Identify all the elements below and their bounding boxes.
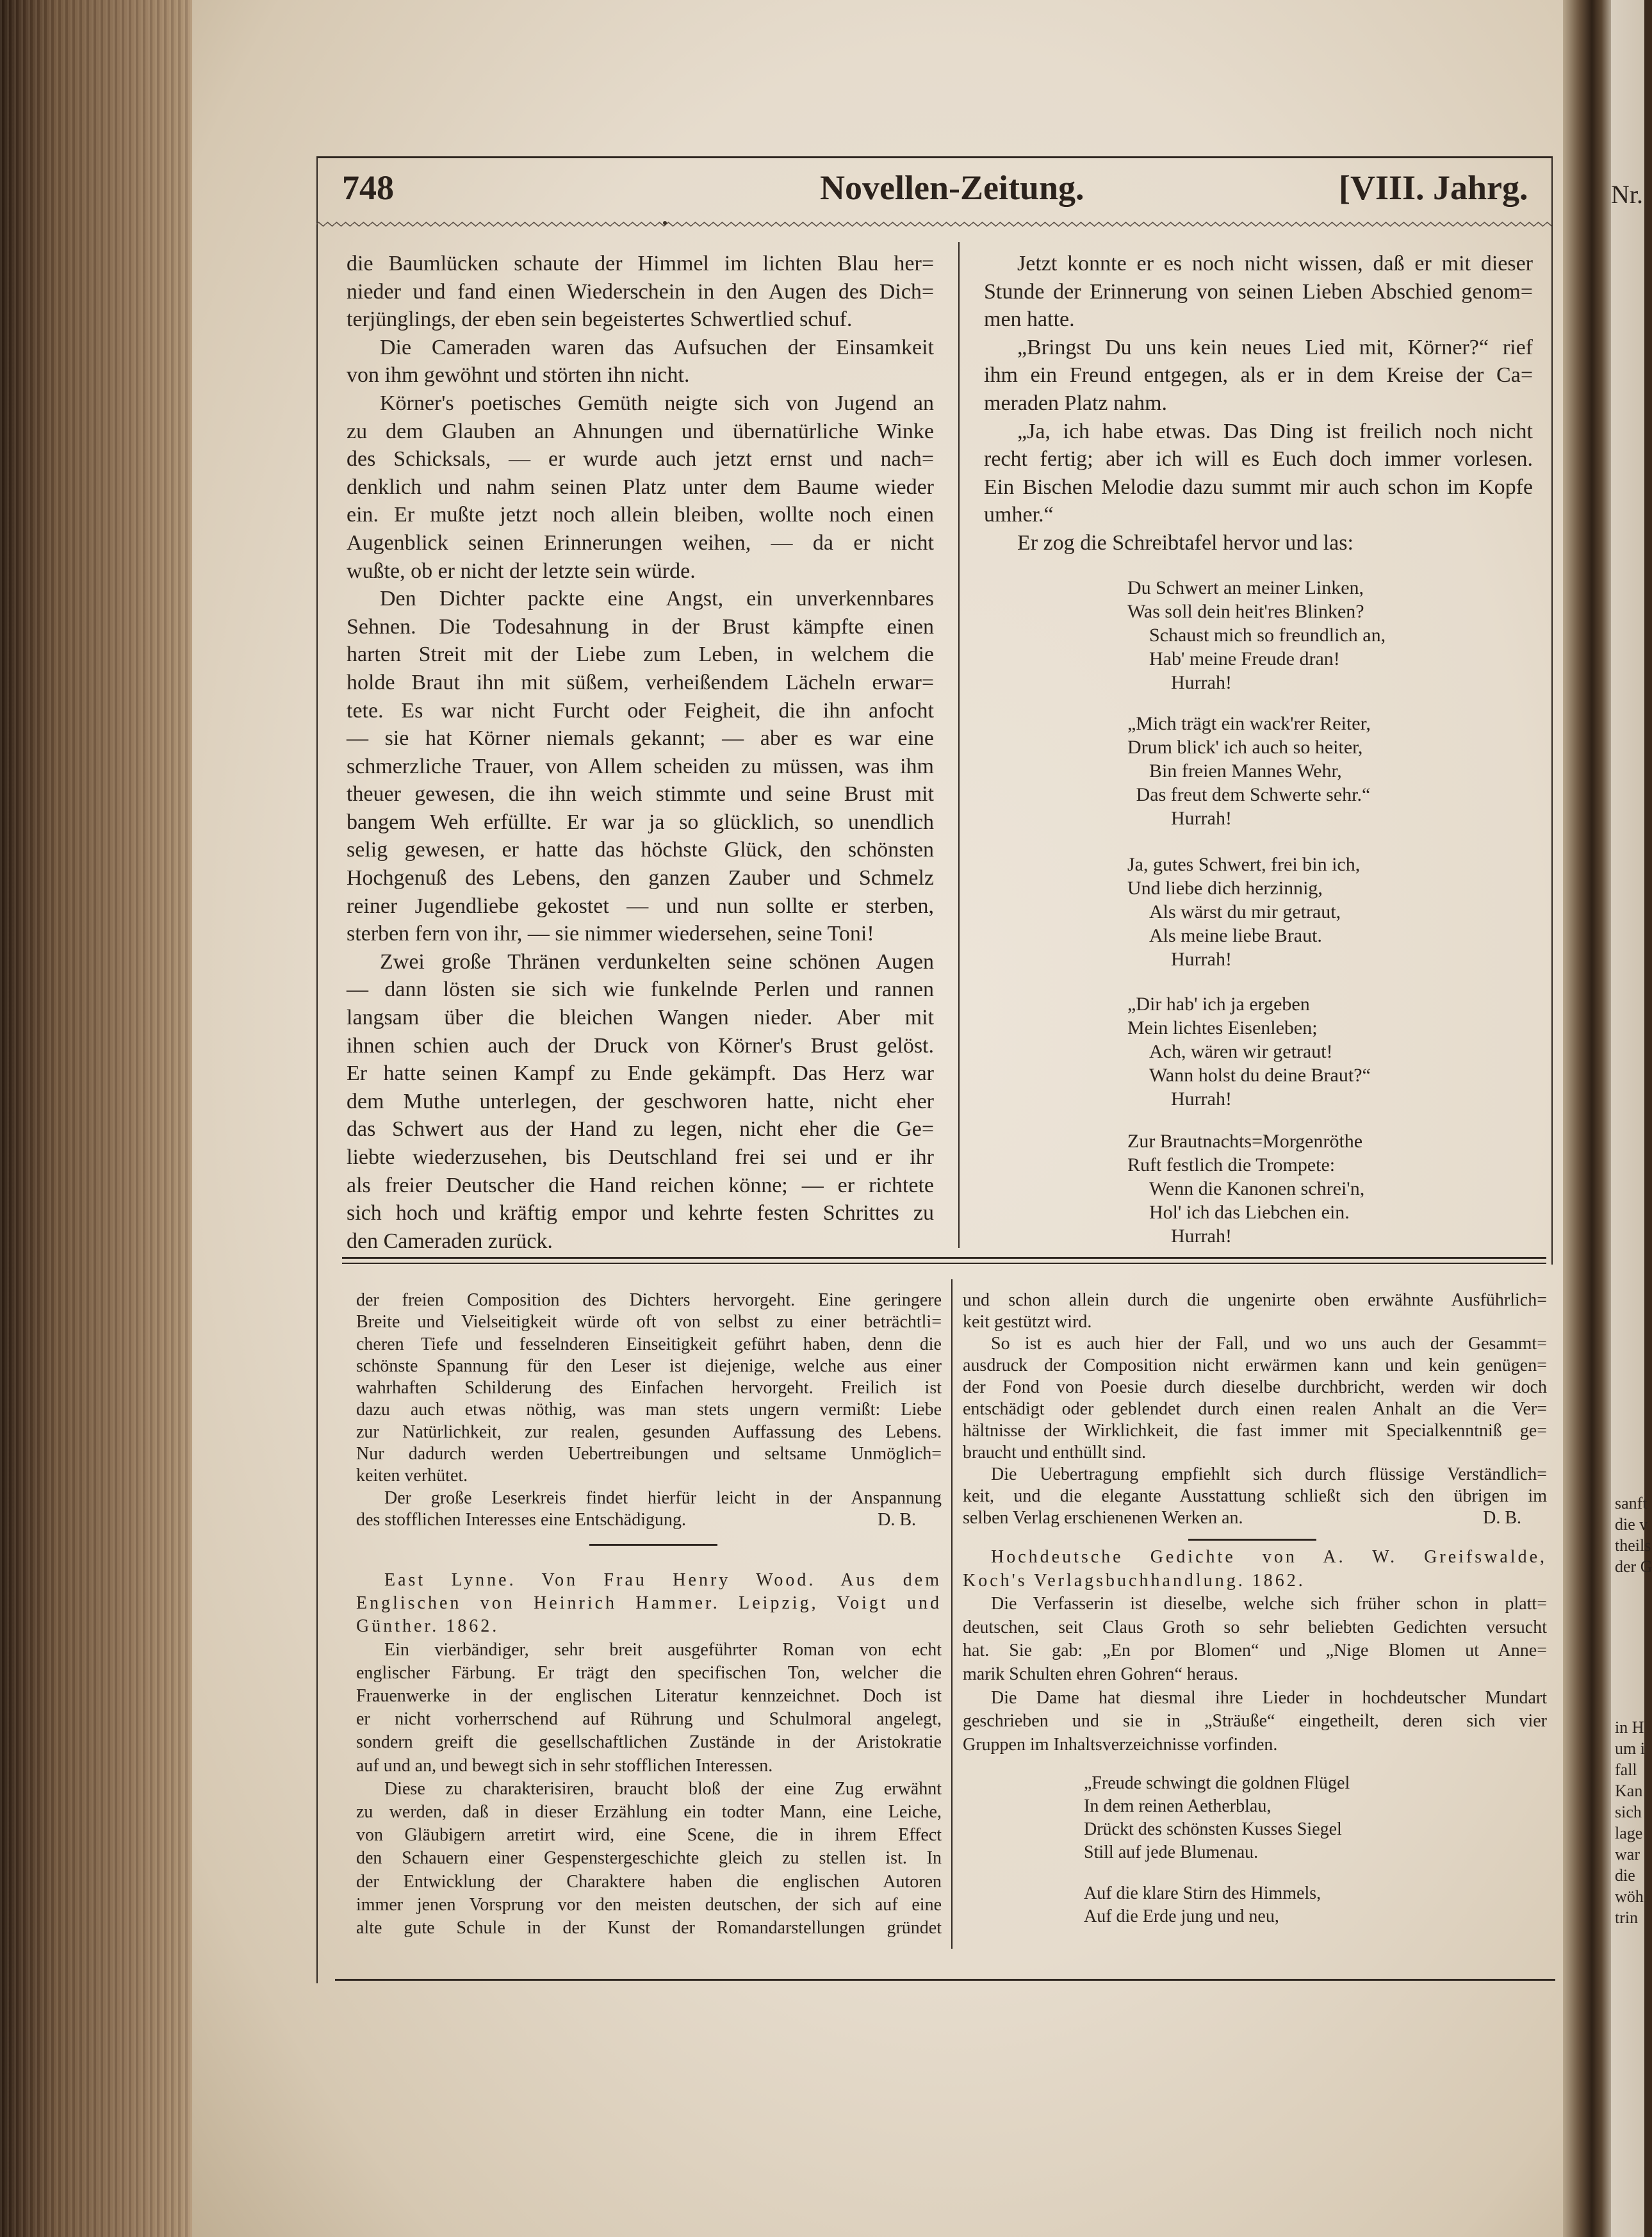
text-line — [347, 920, 934, 948]
poem-stanza — [1084, 1882, 1532, 1928]
review-column-left-part1 — [356, 1290, 942, 1531]
text-line — [963, 1355, 1547, 1377]
facing-page-fragment: war — [1615, 1845, 1640, 1864]
paragraph — [347, 250, 934, 334]
line-text: Günther. 1862. — [356, 1616, 500, 1637]
poem-line: Zur Brautnachts=Morgenröthe — [1127, 1131, 1363, 1152]
bottom-rule — [335, 1979, 1555, 1981]
text-line — [347, 501, 934, 529]
line-text: und schon allein durch die ungenirte oben erwähnte Ausführlich= — [963, 1290, 1547, 1310]
text-line — [347, 836, 934, 864]
poem-line: Als wärst du mir getraut, — [1149, 901, 1341, 922]
text-line — [347, 389, 934, 418]
line-text: Diese zu charakterisiren, braucht bloß der eine Zug erwähnt — [384, 1778, 942, 1799]
text-line — [984, 445, 1533, 473]
line-text: Die Cameraden waren das Aufsuchen der Einsamkeit — [380, 335, 934, 359]
line-text: Die Verfasserin ist dieselbe, welche sich früher schon in platt= — [991, 1594, 1547, 1614]
line-text: keit gestützt wird. — [963, 1312, 1092, 1332]
poem-line: Hurrah! — [1171, 808, 1232, 829]
text-line — [963, 1593, 1547, 1616]
text-line — [347, 725, 934, 753]
text-line — [347, 585, 934, 613]
line-text: Augenblick seinen Erinnerungen weihen, — da er nicht — [347, 530, 934, 555]
line-text: — sie hat Körner niemals gekannt; — aber es war eine — [347, 726, 934, 751]
text-line — [347, 361, 934, 389]
volume-label: [VIII. Jahrg. — [1339, 168, 1528, 207]
text-line — [347, 948, 934, 976]
text-line — [356, 1708, 942, 1731]
text-line — [347, 641, 934, 669]
section-double-rule-1 — [342, 1257, 1546, 1259]
poem-line: Wenn die Kanonen schrei'n, — [1149, 1178, 1365, 1199]
line-text: So ist es auch hier der Fall, und wo uns auch der Gesammt= — [991, 1334, 1547, 1354]
line-text: liebte wiederzusehen, bis Deutschland frei sei und er ihr — [347, 1145, 934, 1169]
text-line — [356, 1465, 942, 1487]
line-text: Nur dadurch werden Uebertreibungen und seltsame Unmöglich= — [356, 1444, 942, 1464]
line-text: keit, und die elegante Ausstattung schließt sich den übrigen im — [963, 1486, 1547, 1506]
facing-page-fragment: die v — [1615, 1515, 1648, 1534]
line-text: zu werden, daß in dieser Erzählung ein todter Mann, eine Leiche, — [356, 1802, 942, 1823]
line-text: langsam über die bleichen Wangen nieder. Aber mit — [347, 1006, 934, 1030]
line-text: Ein vierbändiger, sehr breit ausgeführter Roman von echt — [384, 1639, 942, 1660]
text-line — [356, 1755, 942, 1778]
line-text: auf und an, und bewegt sich in sehr stofflichen Interessen. — [356, 1755, 773, 1776]
text-line — [356, 1824, 942, 1847]
facing-page-fragment: um i — [1615, 1739, 1645, 1758]
line-text: ausdruck der Composition nicht erwärmen kann und kein genügen= — [963, 1356, 1547, 1375]
line-text: tete. Es war nicht Furcht oder Feigheit, die ihn anfocht — [347, 698, 934, 723]
bottom-column-divider — [951, 1279, 953, 1949]
poem-line: Drückt des schönsten Kusses Siegel — [1084, 1819, 1342, 1839]
text-line — [984, 501, 1533, 529]
frame-left-line — [316, 156, 318, 1983]
text-line — [984, 306, 1533, 334]
text-line — [356, 1871, 942, 1894]
text-line — [963, 1377, 1547, 1398]
top-column-divider — [958, 242, 960, 1248]
line-text: selben Verlag erschienenen Werken an. — [963, 1508, 1243, 1528]
text-line — [347, 557, 934, 586]
journal-title: Novellen-Zeitung. — [820, 168, 1084, 207]
text-line — [984, 250, 1533, 278]
line-text: der freien Composition des Dichters hervorgeht. Eine geringere — [356, 1290, 942, 1310]
poem-line: „Freude schwingt die goldnen Flügel — [1084, 1773, 1350, 1793]
poem-line: Was soll dein heit'res Blinken? — [1127, 601, 1364, 622]
poem-line: „Dir hab' ich ja ergeben — [1127, 994, 1310, 1015]
text-line — [356, 1685, 942, 1708]
poem-line: Ruft festlich die Trompete: — [1127, 1154, 1336, 1176]
text-line — [347, 1088, 934, 1116]
text-line — [356, 1894, 942, 1917]
paragraph — [963, 1546, 1547, 1593]
line-text: wußte, ob er nicht der letzte sein würde. — [347, 559, 696, 583]
line-text: zu dem Glauben an Ahnungen und übernatürliche Winke — [347, 419, 934, 443]
text-line — [356, 1801, 942, 1824]
line-text: das Schwert aus der Hand zu legen, nicht eher die Ge= — [347, 1117, 934, 1142]
poem-line: Ach, wären wir getraut! — [1149, 1041, 1333, 1062]
facing-page-sliver — [1611, 0, 1652, 2237]
poem-line: Mein lichtes Eisenleben; — [1127, 1017, 1318, 1038]
line-text: Der große Leserkreis findet hierfür leicht in der Anspannung — [384, 1487, 942, 1508]
poem-line: Auf die klare Stirn des Himmels, — [1084, 1883, 1321, 1903]
paragraph — [347, 389, 934, 585]
text-line — [347, 1143, 934, 1172]
text-line — [356, 1334, 942, 1356]
line-text: reiner Jugendliebe gekostet — und nun sollte er sterben, — [347, 894, 934, 918]
paragraph — [963, 1290, 1547, 1333]
line-text: denklich und nahm seinen Platz unter dem Baume wieder — [347, 475, 934, 499]
poem-line: Du Schwert an meiner Linken, — [1127, 577, 1364, 598]
text-line — [347, 808, 934, 837]
line-text: sterben fern von ihr, — sie nimmer wiedersehen, seine Toni! — [347, 922, 874, 946]
text-line — [356, 1847, 942, 1870]
text-line — [347, 1115, 934, 1143]
paragraph — [356, 1487, 942, 1532]
text-line — [963, 1616, 1547, 1640]
facing-page-fragment: trin — [1615, 1908, 1639, 1927]
text-line — [356, 1377, 942, 1399]
line-text: men hatte. — [984, 307, 1075, 332]
line-text: Hochgenuß des Lebens, den ganzen Zauber und Schmelz — [347, 866, 934, 890]
wavy-header-divider — [316, 218, 1551, 231]
poem-stanza — [1084, 1772, 1532, 1864]
text-line — [347, 976, 934, 1004]
poem-line: Ja, gutes Schwert, frei bin ich, — [1127, 854, 1361, 875]
poem-stanza — [1127, 992, 1371, 1111]
paragraph — [963, 1593, 1547, 1686]
facing-page-fragment: wöh — [1615, 1887, 1644, 1906]
line-text: — dann lösten sie sich wie funkelnde Perlen und rannen — [347, 978, 934, 1002]
text-line — [347, 1032, 934, 1060]
page-number: 748 — [342, 168, 394, 207]
line-text: von Gläubigern arretirt wird, eine Scene, die in ihrem Effect — [356, 1825, 942, 1846]
text-line — [984, 278, 1533, 306]
paragraph — [347, 948, 934, 1256]
book-page-edges — [0, 0, 199, 2237]
text-line — [984, 389, 1533, 418]
text-line — [347, 669, 934, 697]
line-text: meraden Platz nahm. — [984, 391, 1168, 415]
review-signature: D. B. — [878, 1509, 916, 1530]
line-text: den Schauern einer Gespenstergeschichte gleich zu stellen ist. In — [356, 1848, 942, 1869]
text-line — [984, 334, 1533, 362]
text-line — [347, 334, 934, 362]
line-text: cheren Tiefe und fesselnderen Einseitigkeit geführt haben, denn die — [356, 1334, 942, 1354]
line-text: selig gewesen, er hatte das höchste Glück, den schönsten — [347, 838, 934, 862]
text-line — [356, 1290, 942, 1311]
line-text: der Fond von Poesie durch dieselbe durchbricht, werden wir doch — [963, 1377, 1547, 1397]
poem-stanza — [1127, 853, 1360, 971]
frame-right-line — [1551, 156, 1553, 1265]
line-text: sich hoch und kräftig empor und kehrte festen Schrittes zu — [347, 1201, 934, 1225]
paragraph — [963, 1687, 1547, 1757]
facing-page-fragment: fall — [1615, 1760, 1637, 1779]
text-line — [963, 1486, 1547, 1507]
text-line — [963, 1398, 1547, 1420]
poem-line: In dem reinen Aetherblau, — [1084, 1796, 1272, 1816]
book-gutter — [1563, 0, 1614, 2237]
line-text: dem Muthe unterlegen, der geschworen hatte, nicht eher — [347, 1089, 934, 1113]
line-text: wahrhaften Schilderung des Einfachen hervorgeht. Freilich ist — [356, 1378, 942, 1398]
section-double-rule-2 — [342, 1263, 1546, 1264]
line-text: Sehnen. Die Todesahnung in der Brust kämpfte einen — [347, 614, 934, 639]
text-line — [347, 1227, 934, 1256]
text-line — [356, 1917, 942, 1940]
text-line — [356, 1487, 942, 1509]
paragraph — [356, 1778, 942, 1940]
paragraph — [984, 334, 1533, 418]
text-line — [347, 892, 934, 921]
line-text: bangem Weh erfüllte. Er war ja so glücklich, so unendlich — [347, 810, 934, 834]
text-line — [356, 1592, 942, 1615]
line-text: Er zog die Schreibtafel hervor und las: — [1017, 530, 1353, 555]
poem-line: Als meine liebe Braut. — [1149, 925, 1322, 946]
line-text: deutschen, seit Claus Groth so sehr beliebten Gedichten versucht — [963, 1617, 1547, 1637]
text-line — [984, 473, 1533, 502]
line-text: holde Braut ihn mit süßem, verheißendem Lächeln erwar= — [347, 670, 934, 694]
line-text: geschrieben und sie in „Sträuße“ eingetheilt, deren sich vier — [963, 1711, 1547, 1732]
text-line — [984, 529, 1533, 557]
line-text: schmerzliche Trauer, von Allem scheiden zu müssen, was ihm — [347, 754, 934, 778]
line-text: Breite und Vielseitigkeit würde oft von selbst zu einer beträchtli= — [356, 1312, 942, 1332]
line-text: er nicht vorherrschend auf Rührung und Schulmoral angelegt, — [356, 1709, 942, 1730]
line-text: ein. Er mußte jetzt noch allein bleiben, wollte noch einen — [347, 503, 934, 527]
facing-page-fragments-b — [1615, 1717, 1645, 1928]
line-text: terjünglings, der eben sein begeistertes Schwertlied schuf. — [347, 307, 853, 332]
review-separator-left — [589, 1544, 717, 1546]
line-text: Die Uebertragung empfiehlt sich durch flüssige Verständlich= — [991, 1464, 1547, 1484]
text-line — [347, 278, 934, 306]
line-text: umher.“ — [984, 503, 1054, 527]
text-line — [347, 473, 934, 502]
text-line — [356, 1356, 942, 1377]
text-line — [963, 1546, 1547, 1569]
paragraph — [356, 1639, 942, 1778]
text-line — [356, 1569, 942, 1592]
text-line — [356, 1311, 942, 1333]
poem-line: Hurrah! — [1171, 1088, 1232, 1110]
poem-stanza — [1127, 712, 1371, 830]
line-text: den Cameraden zurück. — [347, 1229, 553, 1253]
review-east-lynne — [356, 1569, 942, 1940]
text-line — [963, 1442, 1547, 1464]
text-line — [347, 445, 934, 473]
line-text: East Lynne. Von Frau Henry Wood. Aus dem — [384, 1570, 942, 1590]
text-line — [963, 1507, 1547, 1529]
line-text: Koch's Verlagsbuchhandlung. 1862. — [963, 1570, 1305, 1591]
text-line — [963, 1333, 1547, 1355]
poem-line: Auf die Erde jung und neu, — [1084, 1906, 1279, 1926]
article-column-left — [347, 250, 934, 1255]
text-line — [963, 1639, 1547, 1663]
line-text: immer jenen Vorsprung vor den meisten deutschen, der sich auf eine — [356, 1894, 942, 1915]
poem-stanza — [1127, 1129, 1364, 1248]
line-text: schönste Spannung für den Leser ist diejenige, welche aus einer — [356, 1356, 942, 1376]
line-text: englischer Färbung. Er trägt den specifischen Ton, welcher die — [356, 1662, 942, 1683]
text-line — [963, 1311, 1547, 1333]
poem-line: Hurrah! — [1171, 949, 1232, 970]
text-line — [347, 1060, 934, 1088]
facing-page-fragment: die — [1615, 1866, 1635, 1885]
line-text: entschädigt oder geblendet durch einen realen Anhalt an die Ver= — [963, 1399, 1547, 1419]
text-line — [356, 1778, 942, 1801]
paragraph — [963, 1333, 1547, 1464]
text-line — [963, 1733, 1547, 1757]
line-text: recht fertig; aber ich will es Euch doch immer vorlesen. — [984, 447, 1533, 471]
paragraph — [984, 529, 1533, 557]
line-text: Ein Bischen Melodie dazu summt mir auch schon im Kopfe — [984, 475, 1533, 499]
text-line — [963, 1420, 1547, 1442]
facing-page-header: Nr. — [1611, 180, 1643, 209]
text-line — [356, 1443, 942, 1465]
line-text: Hochdeutsche Gedichte von A. W. Greifswalde, — [991, 1547, 1547, 1567]
line-text: Er hatte seinen Kampf zu Ende gekämpft. Das Herz war — [347, 1061, 934, 1086]
line-text: Den Dichter packte eine Angst, ein unverkennbares — [380, 587, 934, 611]
text-line — [356, 1731, 942, 1754]
line-text: Jetzt konnte er es noch nicht wissen, daß er mit dieser — [1017, 252, 1533, 275]
text-line — [356, 1422, 942, 1443]
facing-page-fragment: lage — [1615, 1824, 1643, 1842]
line-text: harten Streit mit der Liebe zum Leben, in welchem die — [347, 643, 934, 667]
article-column-right — [984, 250, 1533, 557]
line-text: ihnen schien auch der Druck von Körner's Brust gelöst. — [347, 1033, 934, 1058]
text-line — [347, 306, 934, 334]
poem-line: Still auf jede Blumenau. — [1084, 1842, 1259, 1862]
text-line — [356, 1662, 942, 1685]
line-text: Zwei große Thränen verdunkelten seine schönen Augen — [380, 949, 934, 974]
text-line — [356, 1615, 942, 1638]
facing-page-fragment: in H — [1615, 1718, 1644, 1737]
line-text: sondern greift die gesellschaftlichen Zustände in der Aristokratie — [356, 1732, 942, 1753]
poem-line: Hab' meine Freude dran! — [1149, 648, 1340, 669]
review-signature: D. B. — [1483, 1508, 1521, 1528]
text-line — [347, 613, 934, 641]
text-line — [356, 1639, 942, 1662]
text-line — [347, 418, 934, 446]
text-line — [347, 1199, 934, 1227]
line-text: Gruppen im Inhaltsverzeichnisse vorfinden. — [963, 1734, 1278, 1755]
paragraph — [356, 1290, 942, 1487]
text-line — [963, 1464, 1547, 1486]
text-line — [963, 1569, 1547, 1593]
line-text: marik Schulten ehren Gohren“ heraus. — [963, 1664, 1238, 1684]
line-text: theuer gewesen, die ihn weich stimmte und seine Brust mit — [347, 782, 934, 807]
text-line — [347, 250, 934, 278]
facing-page-fragment: sich — [1615, 1803, 1642, 1821]
text-line — [356, 1399, 942, 1421]
facing-page-fragments-a — [1615, 1493, 1652, 1577]
review-quoted-poem — [1084, 1772, 1532, 1928]
text-line — [963, 1687, 1547, 1710]
paragraph — [347, 585, 934, 948]
poem-line: Und liebe dich herzinnig, — [1127, 878, 1323, 899]
text-line — [963, 1663, 1547, 1687]
text-line — [347, 864, 934, 892]
line-text: Stunde der Erinnerung von seinen Lieben Abschied genom= — [984, 279, 1533, 304]
line-text: braucht und enthüllt sind. — [963, 1443, 1147, 1463]
text-line — [356, 1509, 942, 1531]
line-text: zur Natürlichkeit, zur realen, gesunden Auffassung des Lebens. — [356, 1422, 942, 1442]
line-text: von ihm gewöhnt und störten ihn nicht. — [347, 363, 690, 388]
text-line — [963, 1290, 1547, 1311]
line-text: Körner's poetisches Gemüth neigte sich von Jugend an — [380, 391, 934, 415]
poem-line: Bin freien Mannes Wehr, — [1149, 760, 1342, 782]
line-text: alte gute Schule in der Kunst der Romandarstellungen gründet — [356, 1918, 942, 1938]
text-line — [347, 697, 934, 725]
poem-stanza — [1127, 576, 1386, 694]
line-text: des Schicksals, — er wurde auch jetzt ernst und nach= — [347, 447, 934, 471]
line-text: keiten verhütet. — [356, 1466, 468, 1486]
text-line — [347, 753, 934, 781]
paragraph — [984, 250, 1533, 334]
text-line — [347, 529, 934, 557]
facing-page-fragment: Kan — [1615, 1782, 1643, 1800]
review-hochdeutsche-gedichte — [963, 1546, 1547, 1757]
review-column-right-part1 — [963, 1290, 1547, 1529]
poem-line: Das freut dem Schwerte sehr.“ — [1136, 784, 1371, 805]
poem-line: Hurrah! — [1171, 1225, 1232, 1247]
poem-line: Drum blick' ich auch so heiter, — [1127, 737, 1363, 758]
facing-page-fragment: theils — [1615, 1536, 1651, 1555]
line-text: ihm ein Freund entgegen, als er in dem Kreise der Ca= — [984, 363, 1533, 388]
line-text: dazu auch etwas nöthig, was man stets ungern vermißt: Liebe — [356, 1400, 942, 1420]
line-text: des stofflichen Interesses eine Entschädigung. — [356, 1509, 687, 1530]
line-text: Die Dame hat diesmal ihre Lieder in hochdeutscher Mundart — [991, 1687, 1547, 1708]
paragraph — [347, 334, 934, 389]
line-text: hat. Sie gab: „En por Blomen“ und „Nige Blomen ut Anne= — [963, 1641, 1547, 1661]
paragraph — [963, 1464, 1547, 1529]
poem-line: „Mich trägt ein wack'rer Reiter, — [1127, 713, 1371, 734]
text-line — [347, 1172, 934, 1200]
text-line — [963, 1710, 1547, 1733]
paragraph — [356, 1569, 942, 1639]
text-line — [347, 1004, 934, 1032]
poem-line: Hurrah! — [1171, 672, 1232, 693]
facing-page-fragment: der G — [1615, 1557, 1652, 1576]
poem-line: Hol' ich das Liebchen ein. — [1149, 1202, 1350, 1223]
top-rule — [316, 156, 1553, 158]
paragraph — [984, 418, 1533, 529]
line-text: „Bringst Du uns kein neues Lied mit, Körner?“ rief — [1017, 335, 1533, 359]
line-text: „Ja, ich habe etwas. Das Ding ist freilich noch nicht — [1017, 419, 1533, 443]
line-text: die Baumlücken schaute der Himmel im lichten Blau her= — [347, 252, 934, 275]
text-line — [984, 361, 1533, 389]
line-text: nieder und fand einen Wiederschein in den Augen des Dich= — [347, 279, 934, 304]
poem-line: Wann holst du deine Braut?“ — [1149, 1065, 1371, 1086]
poem-line: Schaust mich so freundlich an, — [1149, 625, 1386, 646]
line-text: als freier Deutscher die Hand reichen könne; — er richtete — [347, 1173, 934, 1197]
facing-page-fragment: sanft — [1615, 1494, 1648, 1512]
line-text: Englischen von Heinrich Hammer. Leipzig, Voigt und — [356, 1593, 942, 1614]
line-text: Frauenwerke in der englischen Literatur kennzeichnet. Doch ist — [356, 1686, 942, 1707]
line-text: der Entwicklung der Charaktere haben die englischen Autoren — [356, 1871, 942, 1892]
text-line — [347, 780, 934, 808]
line-text: hältnisse der Wirklichkeit, die fast immer mit Specialkenntniß ge= — [963, 1421, 1547, 1441]
review-separator-right — [1188, 1539, 1316, 1541]
text-line — [984, 418, 1533, 446]
